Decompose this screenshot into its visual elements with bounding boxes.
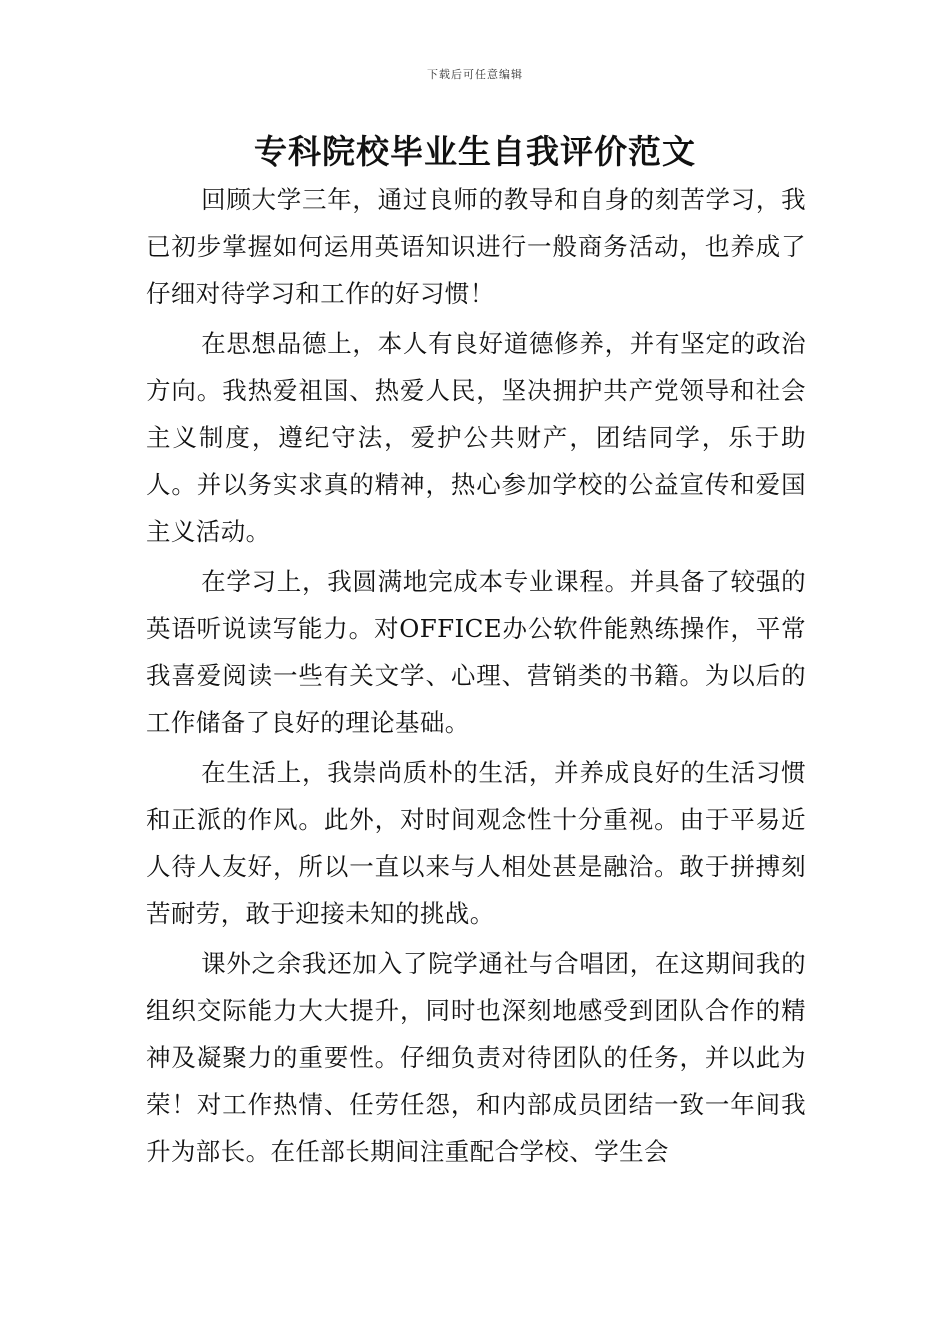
paragraph-morality: 在思想品德上，本人有良好道德修养，并有坚定的政治方向。我热爱祖国、热爱人民，坚决拥护共产党领导和社会主义制度，遵纪守法，爱护公共财产，团结同学，乐于助人。并以务实求真的精神，热心参加学校的公益宣传和爱国主义活动。 (146, 329, 806, 546)
document-title: 专科院校毕业生自我评价范文 (254, 132, 696, 171)
document-body (146, 176, 806, 1178)
paragraph-life: 在生活上，我崇尚质朴的生活，并养成良好的生活习惯和正派的作风。此外，对时间观念性十分重视。由于平易近人待人友好，所以一直以来与人相处甚是融洽。敢于拼搏刻苦耐劳，敢于迎接未知的挑战。 (146, 758, 806, 928)
paragraph-extracurricular: 课外之余我还加入了院学通社与合唱团，在这期间我的组织交际能力大大提升，同时也深刻地感受到团队合作的精神及凝聚力的重要性。仔细负责对待团队的任务，并以此为荣！对工作热情、任劳任怨，和内部成员团结一致一年间我升为部长。在任部长期间注重配合学校、学生会 (146, 949, 806, 1166)
paragraph-review: 回顾大学三年，通过良师的教导和自身的刻苦学习，我已初步掌握如何运用英语知识进行一般商务活动，也养成了仔细对待学习和工作的好习惯！ (146, 185, 806, 308)
paragraph-study: 在学习上，我圆满地完成本专业课程。并具备了较强的英语听说读写能力。对OFFICE办公软件能熟练操作，平常我喜爱阅读一些有关文学、心理、营销类的书籍。为以后的工作储备了良好的理论基础。 (146, 567, 806, 737)
header-note: 下载后可任意编辑 (427, 68, 523, 81)
